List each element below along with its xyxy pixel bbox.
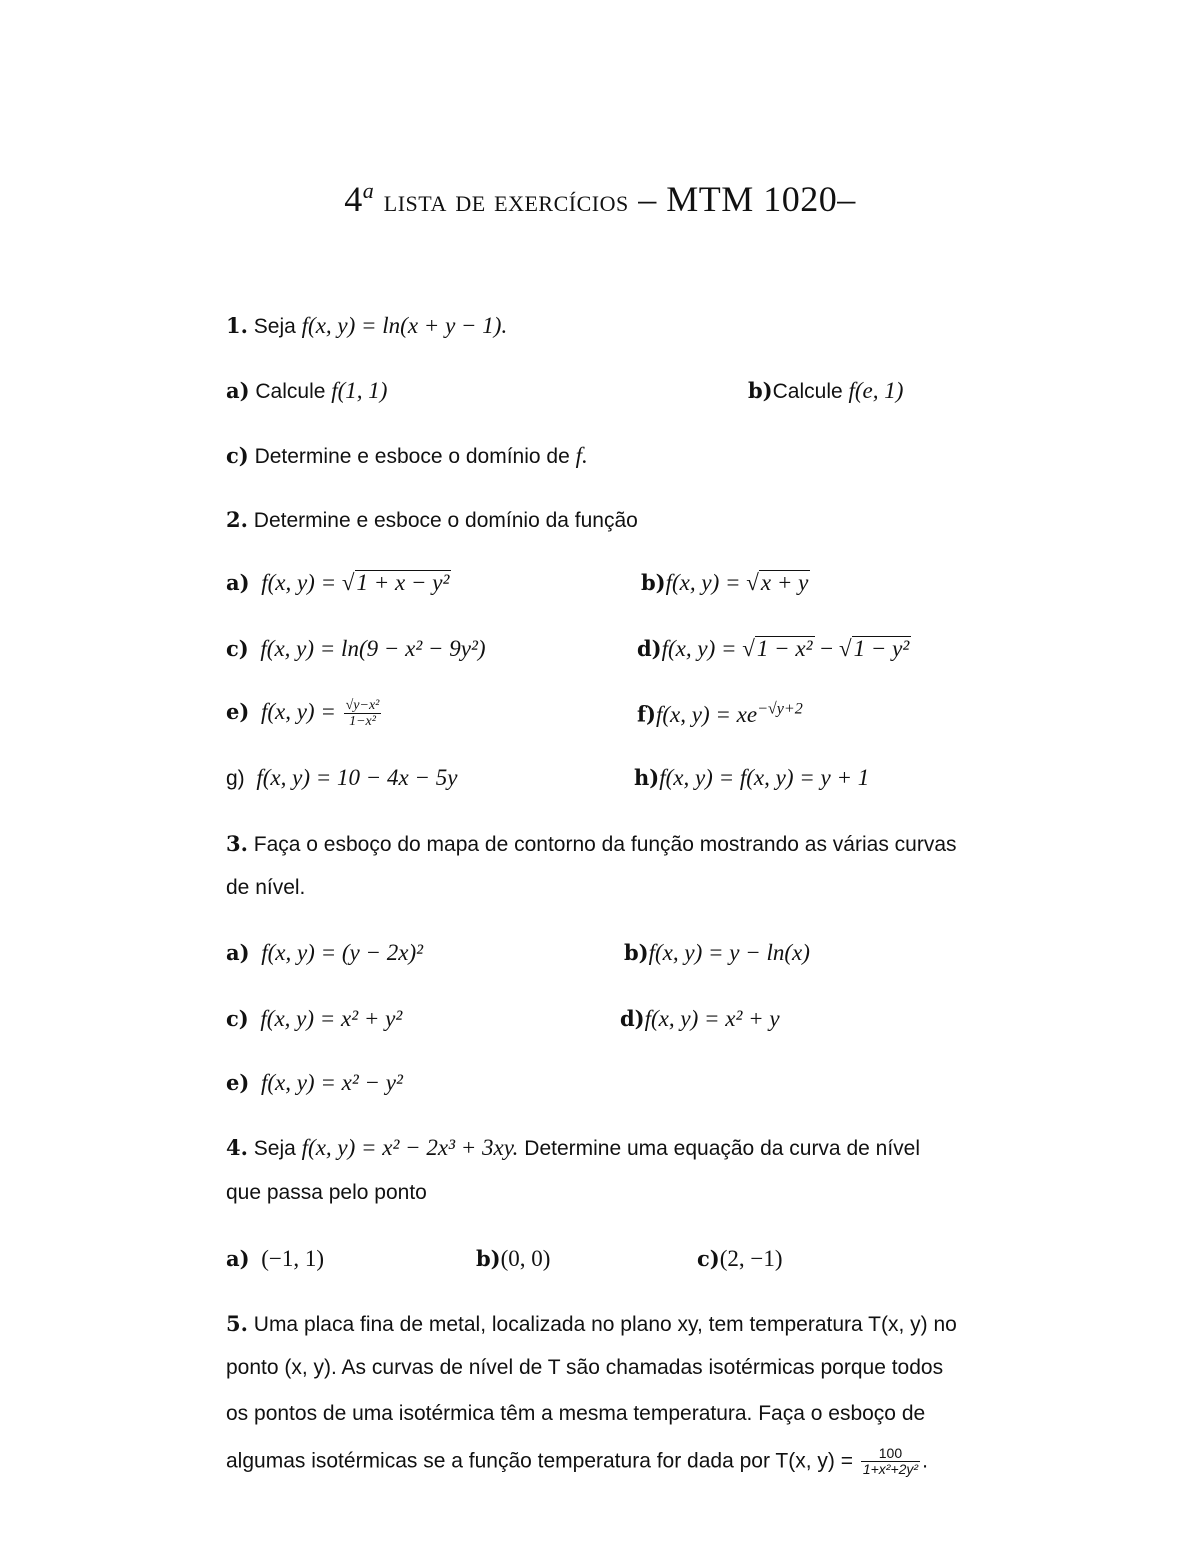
q2-item-h: h)f(x, y) = f(x, y) = y + 1 xyxy=(634,765,870,790)
q2-item-e: e) f(x, y) = $\frac{\text{√y−x²}}{\text{1−x²}}$ xyxy=(226,698,380,730)
q4-statement-line1: 4. Seja f(x, y) = x² − 2x³ + 3xy. Determine uma equação da curva de nível xyxy=(226,1135,921,1160)
q3-item-a: a) f(x, y) = (y − 2x)² xyxy=(226,940,424,965)
q5-line3: os pontos de uma isotérmica têm a mesma temperatura. Faça o esboço de xyxy=(226,1402,926,1425)
q4-item-c: c)(2, −1) xyxy=(697,1246,783,1271)
q1-item-c: c) Determine e esboce o domínio de f. xyxy=(226,443,588,468)
q4-statement-line2: que passa pelo ponto xyxy=(226,1181,427,1204)
q2-item-c: c) f(x, y) = ln(9 − x² − 9y²) xyxy=(226,636,486,661)
q3-item-d: d)f(x, y) = x² + y xyxy=(620,1006,780,1031)
q2-item-g: g) f(x, y) = 10 − 4x − 5y xyxy=(226,765,458,790)
q3-statement-line2: de nível. xyxy=(226,876,306,899)
q2-item-d: d)f(x, y) = √1 − x² − √1 − y² xyxy=(637,636,910,661)
q1-item-b: b)Calcule f(e, 1) xyxy=(748,378,904,403)
q3-item-c: c) f(x, y) = x² + y² xyxy=(226,1006,403,1031)
q3-item-e: e) f(x, y) = x² − y² xyxy=(226,1070,403,1095)
q3-statement-line1: 3. Faça o esboço do mapa de contorno da função mostrando as várias curvas xyxy=(226,831,957,856)
q4-item-a: a) (−1, 1) xyxy=(226,1246,325,1271)
q5-line1: 5. Uma placa fina de metal, localizada no plano xy, tem temperatura T(x, y) no xyxy=(226,1311,957,1336)
q1-item-a: a) Calcule f(1, 1) xyxy=(226,378,388,403)
q2-statement: 2. Determine e esboce o domínio da função xyxy=(226,507,638,532)
q2-item-a: a) f(x, y) = √1 + x − y² xyxy=(226,570,450,595)
q5-line2: ponto (x, y). As curvas de nível de T são chamadas isotérmicas porque todos xyxy=(226,1356,944,1379)
q2-item-b: b)f(x, y) = √x + y xyxy=(641,570,809,595)
q2-item-f: f)f(x, $y) = xe^{-√y+2}$ xyxy=(637,700,803,727)
q5-line4: algumas isotérmicas se a função temperatura for dada por T(x, y) = $\frac{100}{\text{1+x²+2y²}}$ . xyxy=(226,1445,928,1478)
q4-item-b: b)(0, 0) xyxy=(476,1246,551,1271)
q1-statement: 1. Seja f(x, y) = ln(x + y − 1). xyxy=(226,313,508,338)
q3-item-b: b)f(x, y) = y − ln(x) xyxy=(624,940,810,965)
page-title: 4$^a$ lista de exercícios – MTM 1020– xyxy=(344,178,856,219)
